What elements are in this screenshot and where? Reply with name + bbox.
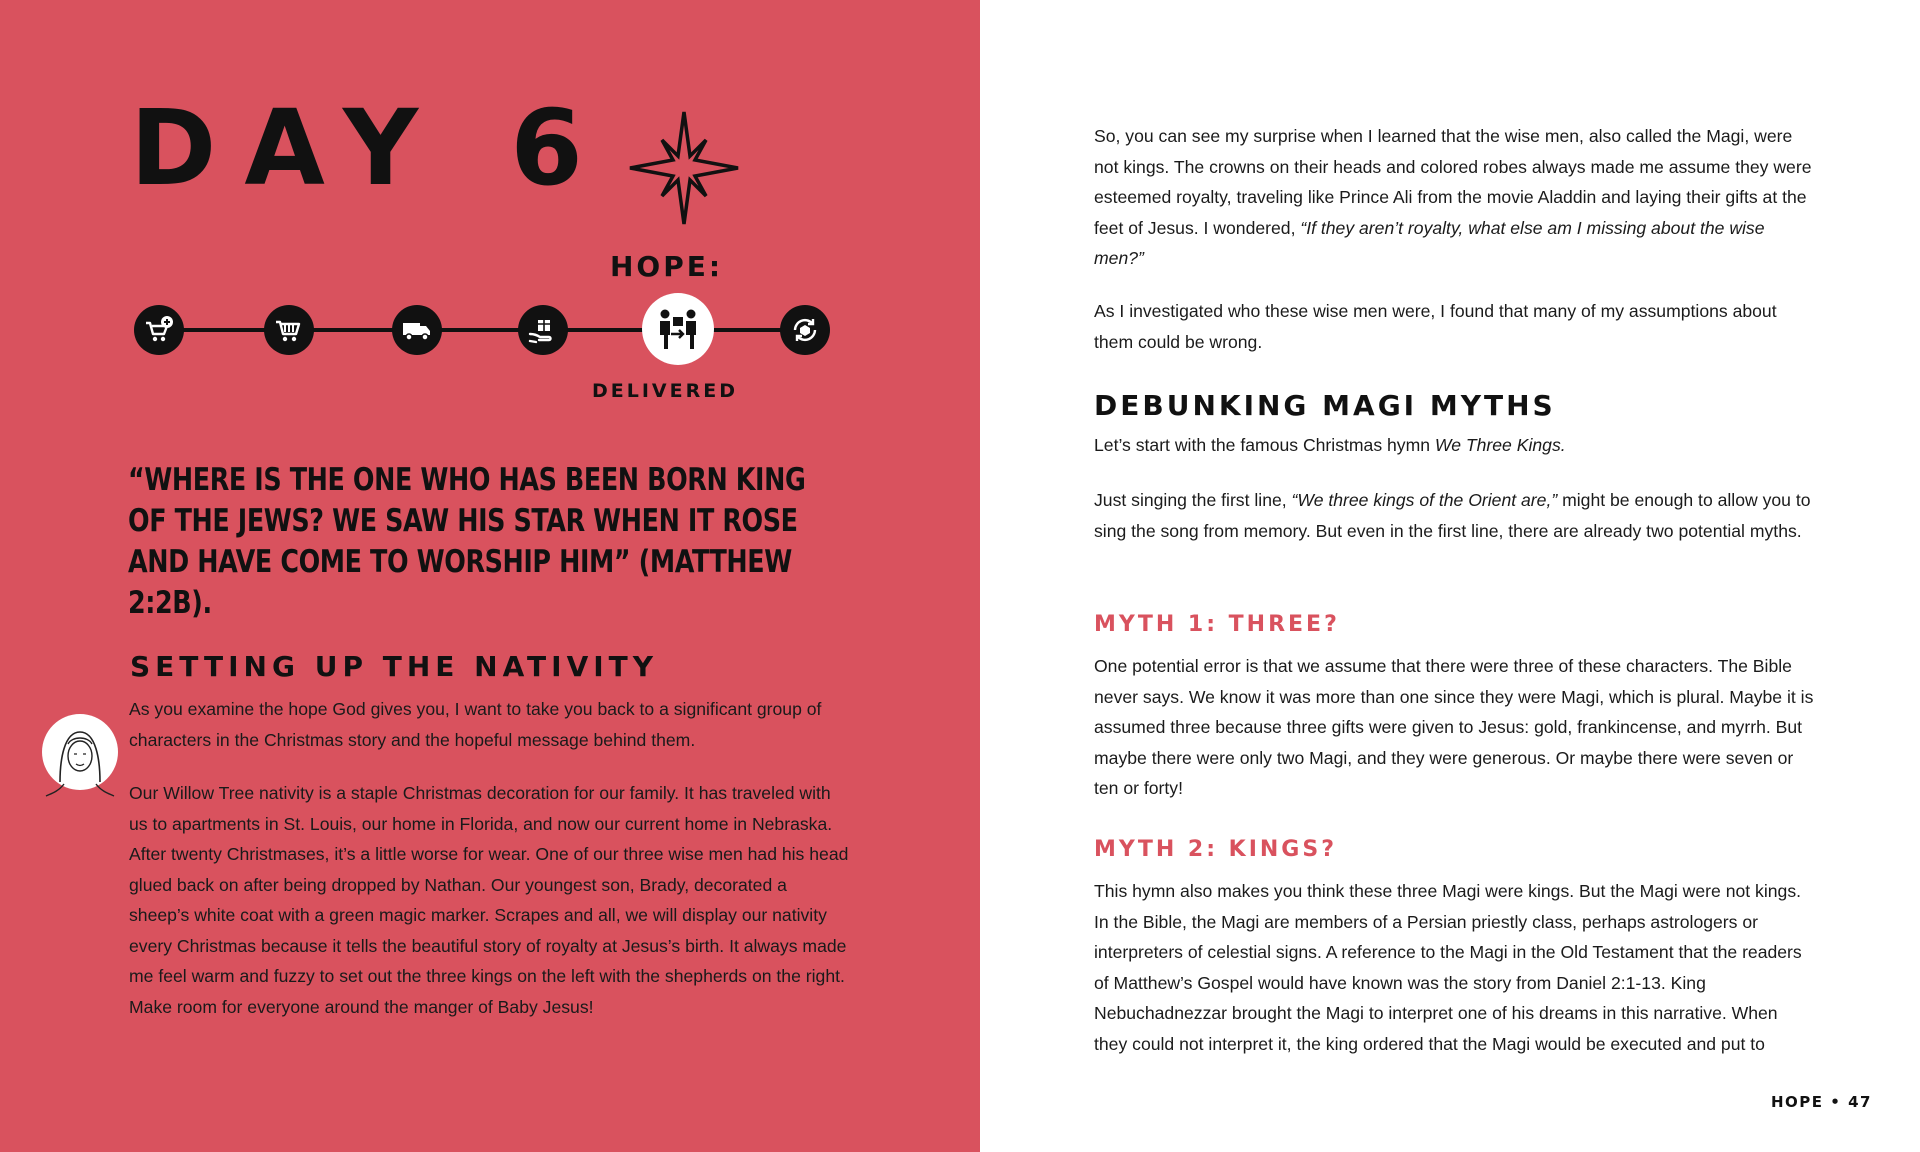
first-line-text-b: might be enough to allow you to sing the song from memory. But even in the first line, there are already two potential myths. bbox=[1094, 490, 1811, 541]
step-gift-in-hand bbox=[518, 305, 568, 355]
intro-paragraph: As you examine the hope God gives you, I want to take you back to a significant group of characters in the Christmas story and the hopeful message behind them. bbox=[129, 699, 822, 750]
section-heading: SETTING UP THE NATIVITY bbox=[130, 650, 659, 683]
surprise-paragraph bbox=[1094, 121, 1814, 274]
shopping-cart-icon bbox=[273, 314, 305, 346]
nativity-paragraph: Our Willow Tree nativity is a staple Christmas decoration for our family. It has traveled with us to apartments in St. Louis, our home in Florida, and now our current home in Nebraska. After twenty Christmases, it’s a little worse for wear. One of our three wise men had his head glued back on after being dropped by Nathan. Our youngest son, Brady, decorated a sheep’s white coat with a green magic marker. Scrapes and all, we will display our nativity every Christmas because it tells the beautiful story of royalty at Jesus’s birth. It always made me feel warm and fuzzy to set out the three kings on the left with the shepherds on the right. Make room for everyone around the manger of Baby Jesus! bbox=[129, 783, 849, 1017]
step-delivery-truck bbox=[392, 305, 442, 355]
delivery-truck-icon bbox=[401, 314, 433, 346]
author-portrait-icon bbox=[40, 712, 120, 804]
myth-2-paragraph: This hymn also makes you think these three Magi were kings. But the Magi were not kings. In the Bible, the Magi are members of a Persian priestly class, perhaps astrologers or interpreters of celestial signs. A reference to the Magi in the Old Testament that the readers of Matthew’s Gospel would have known was the story from Daniel 2:1-13. King Nebuchadnezzar brought the Magi to interpret one of his dreams in this narrative. When they could not interpret it, the king ordered that the Magi would be executed and put to bbox=[1094, 881, 1802, 1054]
package-handoff-icon bbox=[653, 304, 703, 354]
hymn-text: Let’s start with the famous Christmas hymn bbox=[1094, 435, 1435, 455]
surprise-text: So, you can see my surprise when I learned that the wise men, also called the Magi, were not kings. The crowns on their heads and colored robes always made me assume they were esteemed royalty, traveling like Prince Ali from the movie Aladdin and laying their gifts at the feet of Jesus. I wondered, bbox=[1094, 126, 1812, 238]
progress-tracker bbox=[130, 290, 834, 370]
eight-point-star-icon bbox=[628, 110, 740, 226]
first-line-lyric: “We three kings of the Orient are,” bbox=[1291, 490, 1558, 510]
return-box-icon bbox=[789, 314, 821, 346]
gift-in-hand-icon bbox=[527, 314, 559, 346]
day-title: DAY 6 bbox=[130, 87, 611, 209]
surprise-italic: “If they aren’t royalty, what else am I missing about the wise men?” bbox=[1094, 217, 1765, 268]
first-line-paragraph bbox=[1094, 485, 1814, 546]
first-line-text-a: Just singing the first line, bbox=[1094, 490, 1292, 510]
hymn-paragraph bbox=[1094, 430, 1814, 461]
cart-add-icon bbox=[143, 314, 175, 346]
stage-label: HOPE: bbox=[610, 250, 724, 283]
right-page bbox=[980, 0, 1920, 1152]
hymn-title: We Three Kings. bbox=[1434, 435, 1566, 455]
myth-2-heading: MYTH 2: KINGS? bbox=[1094, 837, 1337, 862]
step-return-box bbox=[780, 305, 830, 355]
scripture-quote: “WHERE IS THE ONE WHO HAS BEEN BORN KING OF THE JEWS? WE SAW HIS STAR WHEN IT ROSE AND HAVE COME TO WORSHIP HIM” (MATTHEW 2:2B). bbox=[128, 462, 806, 621]
page-folio: HOPE • 47 bbox=[1771, 1093, 1872, 1111]
myth-1-heading: MYTH 1: THREE? bbox=[1094, 612, 1340, 637]
investigation-paragraph: As I investigated who these wise men were, I found that many of my assumptions about them could be wrong. bbox=[1094, 301, 1777, 352]
step-cart-add bbox=[134, 305, 184, 355]
debunking-heading: DEBUNKING MAGI MYTHS bbox=[1094, 389, 1556, 422]
myth-1-paragraph: One potential error is that we assume that there were three of these characters. The Bible never says. We know it was more than one since they were Magi, which is plural. Maybe it is assumed three because three gifts were given to Jesus: gold, frankincense, and myrrh. But maybe there were only two Magi, and they were generous. Or maybe there were seven or ten or forty! bbox=[1094, 656, 1814, 798]
step-shopping-cart bbox=[264, 305, 314, 355]
step-package-handoff bbox=[642, 293, 714, 365]
active-step-label: DELIVERED bbox=[592, 380, 738, 402]
